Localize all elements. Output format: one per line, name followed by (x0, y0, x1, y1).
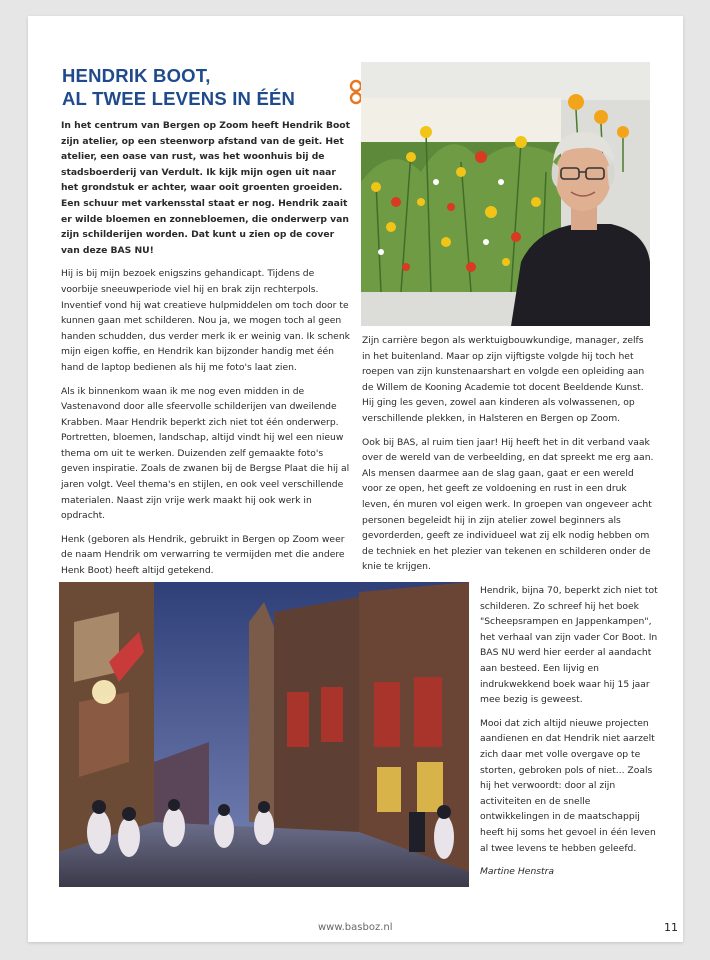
page-number: 11 (664, 921, 678, 934)
body-paragraph: Ook bij BAS, al ruim tien jaar! Hij heeft het in dit verband vaak over de wereld van de verbeelding, en dat spreekt me erg aan. Als mensen daarmee aan de slag gaan, gaat er een wereld voor ze open, het geeft ze voldoening en rust in een druk leven, én muren vol eigen werk. In groepen van ongeveer acht personen begeleidt hij in zijn atelier zowel beginners als gevorderden, geeft ze individueel wat zij elk nodig hebben om de techniek en het plezier van tekenen en schilderen onder de knie te krijgen. (362, 436, 654, 573)
author-name: Martine Henstra (480, 866, 555, 878)
body-paragraph: Hendrik, bijna 70, beperkt zich niet tot schilderen. Zo schreef hij het boek "Scheepsrampen en Jappenkampen", het verhaal van zijn vader Cor Boot. In BAS NU werd hier eerder al aandacht aan besteed. Een lijvig en indrukwekkend boek waar hij 15 jaar mee bezig is geweest. (480, 585, 658, 706)
article-title (62, 64, 352, 110)
title-line-2: AL TWEE LEVENS IN ÉÉN (62, 88, 296, 109)
body-paragraph: Zijn carrière begon als werktuigbouwkundige, manager, zelfs in het buitenland. Maar op zijn vijftigste volgde hij toch het roepen van zijn kunstenaarshart en volgde een opleiding aan de Willem de Kooning Academie tot docent Beeldende Kunst. Hij ging les geven, zowel aan kinderen als volwassenen, op verschillende plekken, in Halsteren en Bergen op Zoom. (362, 335, 645, 424)
title-line-1: HENDRIK BOOT, (62, 65, 211, 86)
body-paragraph: Mooi dat zich altijd nieuwe projecten aandienen en dat Hendrik niet aarzelt zich daar met volle overgave op te storten, gebroken pols of niet... Zoals hij het verwoordt: door al zijn activiteiten en de snelle ontwikkelingen in de maatschappij heeft hij soms het gevoel in één leven al twee levens te hebben geleefd. (480, 717, 656, 854)
intro-paragraph: In het centrum van Bergen op Zoom heeft Hendrik Boot zijn atelier, op een steenworp afstand van de geit. Het atelier, een oase van rust, was het woonhuis bij de stadsboerderij van Verdult. Ik kijk mijn ogen uit naar het grondstuk er achter, waar ooit groenten groeiden. Een schuur met varkensstal staat er nog. Hendrik zaait er wilde bloemen en zonnebloemen, die onderwerp van zijn schilderijen worden. Dat kunt u zien op de cover van deze BAS NU! (61, 120, 350, 256)
footer-url[interactable]: www.basboz.nl (318, 922, 393, 933)
body-paragraph: Als ik binnenkom waan ik me nog even midden in de Vastenavond door alle sfeervolle schilderijen van dweilende Krabben. Maar Hendrik beperkt zich niet tot één onderwerp. Portretten, bloemen, landschap, altijd vindt hij wel een nieuw thema om uit te werken. Duizenden zelf gemaakte foto's geven inspiratie. Zoals de zwanen bij de Bergse Plaat die hij al jaren volgt. Veel thema's en stijlen, en ook veel verschillende materialen. Naast zijn vrije werk maakt hij ook werk in opdracht. (61, 385, 350, 522)
artist-photo (361, 62, 650, 326)
bottom-right-column (480, 583, 658, 888)
body-paragraph: Hij is bij mijn bezoek enigszins gehandicapt. Tijdens de voorbije sneeuwperiode viel hij en brak zijn rechterpols. Inventief vond hij wat creatieve hulpmiddelen om toch door te kunnen gaan met schilderen. Nou ja, we mogen toch al geen handen schudden, dus verder merk ik er weinig van. Ik schenk mijn eigen koffie, en Hendrik kan bijzonder handig met één hand de laptop bedienen als hij me foto's laat zien. (61, 268, 350, 373)
magazine-page (28, 16, 683, 942)
right-column (362, 333, 654, 583)
body-paragraph: Henk (geboren als Hendrik, gebruikt in Bergen op Zoom weer de naam Hendrik om verwarring te vermijden met die andere Henk Boot) heeft altijd getekend. (61, 533, 345, 577)
street-painting (59, 582, 469, 887)
left-column (61, 118, 353, 587)
